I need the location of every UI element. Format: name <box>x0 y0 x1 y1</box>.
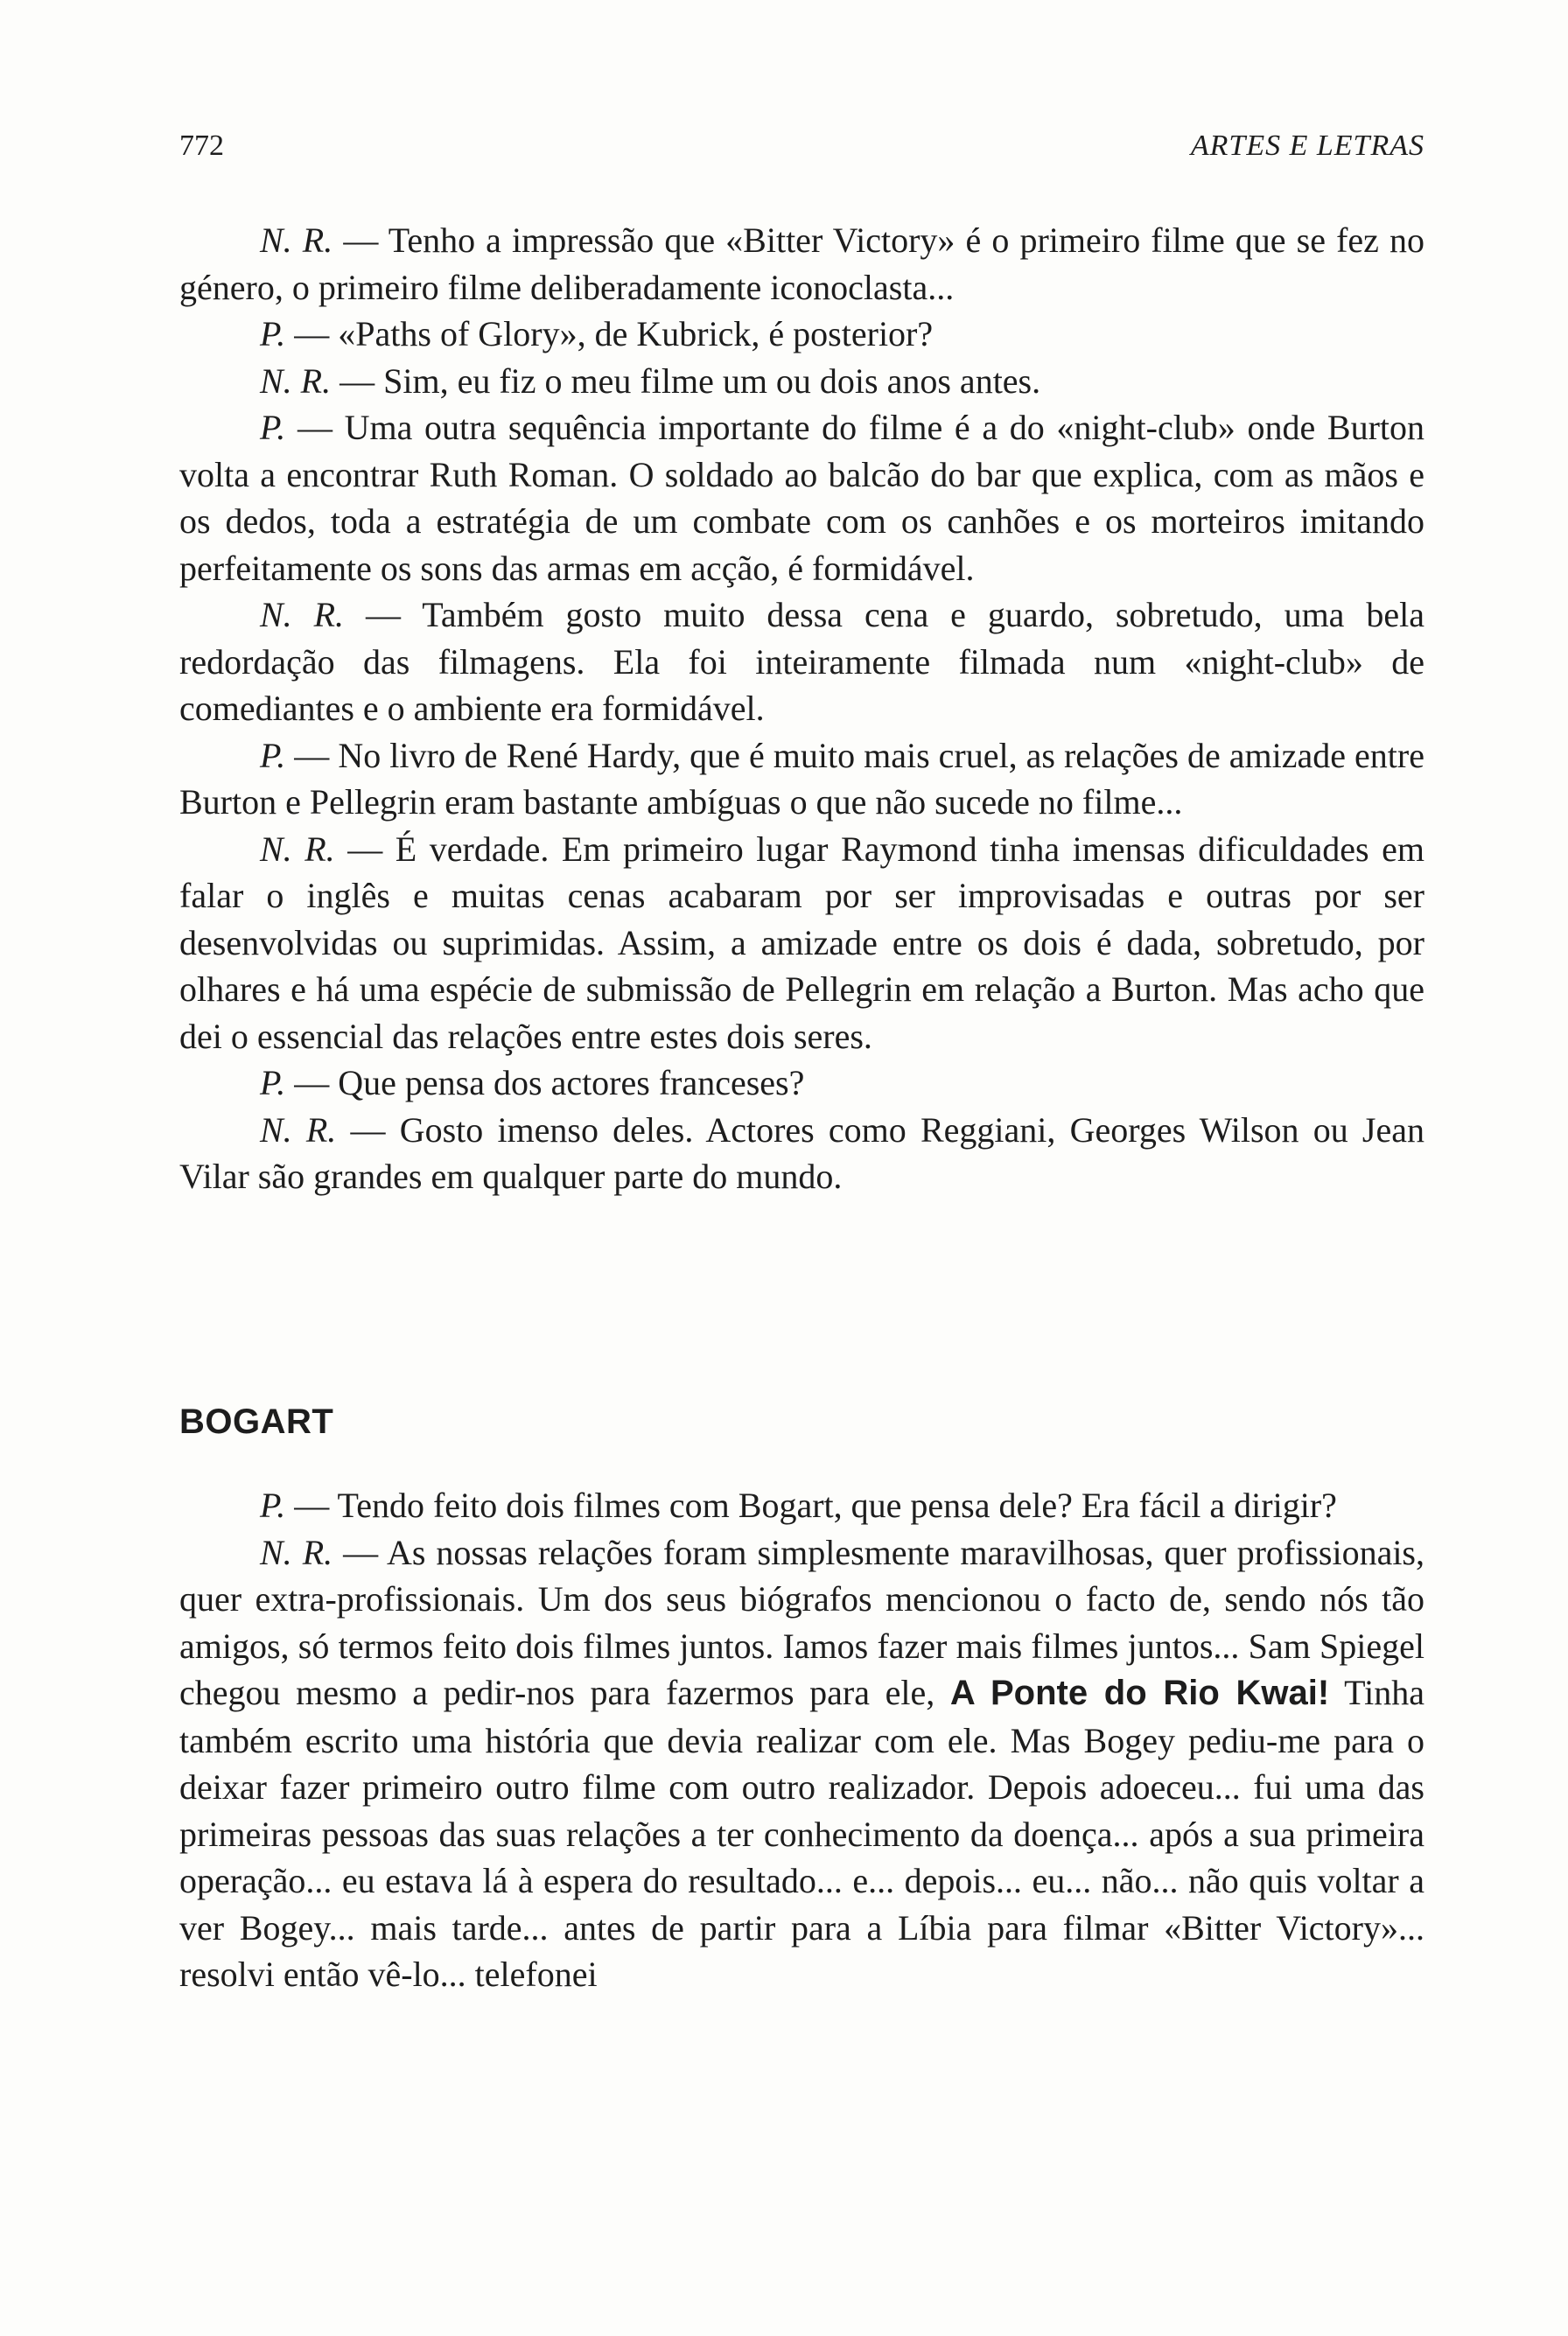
paragraph-text: — As nossas relações foram simplesmente maravilhosas, quer profissionais, quer extra-profissionais. Um dos seus biógrafos mencionou o facto de, sendo nós tão amigos, só termos feito dois filmes juntos. Iamos fazer mais filmes juntos... Sam Spiegel chegou mesmo a pedir-nos para fazermos para ele, <box>179 1532 1424 1712</box>
paragraph <box>179 404 1424 591</box>
paragraph <box>179 1107 1424 1200</box>
speaker-label: P. <box>260 408 286 447</box>
paragraph-text: — No livro de René Hardy, que é muito mais cruel, as relações de amizade entre Burton e Pellegrin eram bastante ambíguas o que não sucede no filme... <box>179 735 1424 822</box>
paragraph <box>179 591 1424 732</box>
page-number: 772 <box>179 129 224 162</box>
paragraph-text: — «Paths of Glory», de Kubrick, é posterior? <box>285 314 934 353</box>
speaker-label: P. <box>260 1486 286 1525</box>
paragraph <box>179 1060 1424 1107</box>
paragraph-text: — Tendo feito dois filmes com Bogart, que pensa dele? Era fácil a dirigir? <box>285 1486 1337 1525</box>
speaker-label: N. R. <box>260 595 345 634</box>
paragraph <box>179 1482 1424 1529</box>
paragraph <box>179 358 1424 405</box>
paragraph <box>179 217 1424 311</box>
paragraph <box>179 732 1424 826</box>
paragraph-text: — É verdade. Em primeiro lugar Raymond tinha imensas dificuldades em falar o inglês e muitas cenas acabaram por ser improvisadas e outras por ser desenvolvidas ou suprimidas. Assim, a amizade entre os dois é dada, sobretudo, por olhares e há uma espécie de submissão de Pellegrin em relação a Burton. Mas acho que dei o essencial das relações entre estes dois seres. <box>179 829 1424 1056</box>
interview-section <box>179 217 1424 1200</box>
paragraph-text: Tinha também escrito uma história que devia realizar com ele. Mas Bogey pediu-me para o deixar fazer primeiro outro filme com outro realizador. Depois adoeceu... fui uma das primeiras pessoas das suas relações a ter conhecimento da doença... após a sua primeira operação... eu estava lá à espera do resultado... e... depois... eu... não... não quis voltar a ver Bogey... mais tarde... antes de partir para a Líbia para filmar «Bitter Victory»... resolvi então vê-lo... telefonei <box>179 1673 1424 1994</box>
paragraph-text: — Tenho a impressão que «Bitter Victory» é o primeiro filme que se fez no género, o primeiro filme deliberadamente iconoclasta... <box>179 220 1424 307</box>
paragraph-text: — Também gosto muito dessa cena e guardo, sobretudo, uma bela redordação das filmagens. Ela foi inteiramente filmada num «night-club» de comediantes e o ambiente era formidável. <box>179 595 1424 728</box>
paragraph <box>179 1529 1424 1998</box>
film-title: A Ponte do Rio Kwai! <box>949 1674 1330 1712</box>
paragraph <box>179 826 1424 1060</box>
speaker-label: P. <box>260 1063 286 1102</box>
paragraph <box>179 311 1424 358</box>
bogart-section <box>179 1482 1424 1998</box>
speaker-label: N. R. <box>260 360 332 401</box>
speaker-label: N. R. <box>260 220 333 260</box>
page-header <box>179 129 1424 173</box>
paragraph-text: — Sim, eu fiz o meu filme um ou dois anos antes. <box>331 360 1041 401</box>
speaker-label: P. <box>260 314 286 353</box>
paragraph-text: — Uma outra sequência importante do filme é a do «night-club» onde Burton volta a encontrar Ruth Roman. O soldado ao balcão do bar que explica, com as mãos e os dedos, toda a estratégia de um combate com os canhões e os morteiros imitando perfeitamente os sons das armas em acção, é formidável. <box>179 408 1424 588</box>
speaker-label: N. R. <box>260 829 335 869</box>
speaker-label: N. R. <box>260 1532 333 1572</box>
speaker-label: N. R. <box>260 1109 337 1150</box>
running-title: ARTES E LETRAS <box>1190 129 1424 162</box>
paragraph-text: — Gosto imenso deles. Actores como Reggiani, Georges Wilson ou Jean Vilar são grandes em qualquer parte do mundo. <box>179 1109 1424 1196</box>
paragraph-text: — Que pensa dos actores franceses? <box>285 1063 805 1102</box>
section-heading: BOGART <box>179 1402 334 1441</box>
speaker-label: P. <box>260 735 286 775</box>
